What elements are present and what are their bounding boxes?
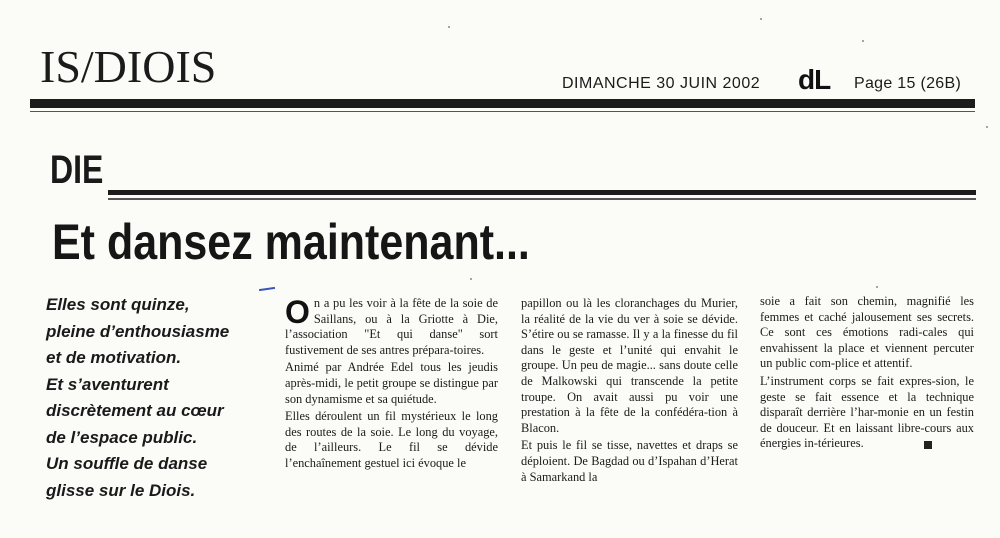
paragraph: Animé par Andrée Edel tous les jeudis après-midi, le petit groupe se distingue par son dynamisme et sa quiétude. xyxy=(285,360,498,406)
article-lead xyxy=(46,292,261,504)
article-column-2 xyxy=(521,296,738,487)
lead-line: et de motivation. xyxy=(46,348,182,367)
lead-line: glisse sur le Diois. xyxy=(46,480,196,500)
page-number: Page 15 (26B) xyxy=(854,75,962,92)
article-column-3 xyxy=(760,294,974,454)
article-headline: Et dansez maintenant... xyxy=(52,214,530,270)
scan-speck xyxy=(470,278,472,280)
article-column-1 xyxy=(285,296,498,474)
rubric-rule-thin xyxy=(108,198,976,200)
scan-speck xyxy=(986,126,988,128)
paragraph xyxy=(285,296,498,358)
rubric-rule xyxy=(108,190,976,195)
publication-date: DIMANCHE 30 JUIN 2002 xyxy=(562,75,761,92)
masthead-rule-thin xyxy=(30,111,975,112)
scan-speck xyxy=(862,40,864,42)
paragraph-text: n a pu les voir à la fête de la soie de Saillans, ou à la Griotte à Die, l’association "Et qui danse" sort fustivement de ses antres prépara-toires. xyxy=(285,296,498,357)
lead-line: Un souffle de danse xyxy=(46,454,208,473)
lead-line: Et s’aventurent xyxy=(46,374,169,394)
paragraph: soie a fait son chemin, magnifié les femmes et caché jalousement ses secrets. Ce sont ces émotions radi-cales qui envahissent la place et viennent percuter un public com-plice et attentif. xyxy=(760,294,974,371)
scan-speck xyxy=(760,18,762,20)
paragraph: Et puis le fil se tisse, navettes et draps se déploient. De Bagdad ou d’Ispahan d’Herat à Samarkand la xyxy=(521,438,738,484)
drop-cap: O xyxy=(285,294,310,330)
paragraph: papillon ou là les cloranchages du Murier, la réalité de la vie du ver à soie se dévide. S’étire ou se ramasse. Il y a la finesse du fil dans le geste et l’unité qui envahit le groupe. Un peu de magie... sans doute celle de Malkowski qui transcende la petite troupe. On avait aussi pu voir une prestation à la fête de la confédéra-tion à Blacon. xyxy=(521,296,738,435)
end-of-article-mark xyxy=(924,441,932,449)
scan-speck xyxy=(876,286,878,288)
section-title: IS/DIOIS xyxy=(40,41,217,92)
lead-line: discrètement au cœur xyxy=(46,401,224,420)
lead-line: de l’espace public. xyxy=(46,427,198,447)
paragraph xyxy=(760,374,974,452)
rubric-label: DIE xyxy=(50,148,104,192)
paragraph-text: L’instrument corps se fait expres-sion, le geste se fait essence et la technique disparaît derrière l’har-monie en un festin de douceur. Et en laissant libre-cours aux énergies in-térieures. xyxy=(760,373,974,451)
paragraph: Elles déroulent un fil mystérieux le long des routes de la soie. Le long du voyage, de l’ailleurs. Le fil se dévide l’enchaînement gestuel ici évoque le xyxy=(285,409,498,470)
scan-speck xyxy=(448,26,450,28)
masthead-rule xyxy=(30,99,975,108)
newspaper-logo: dL xyxy=(798,64,831,95)
lead-line: Elles sont quinze, xyxy=(46,295,190,314)
lead-line: pleine d’enthousiasme xyxy=(46,321,230,341)
pen-mark xyxy=(259,287,275,291)
